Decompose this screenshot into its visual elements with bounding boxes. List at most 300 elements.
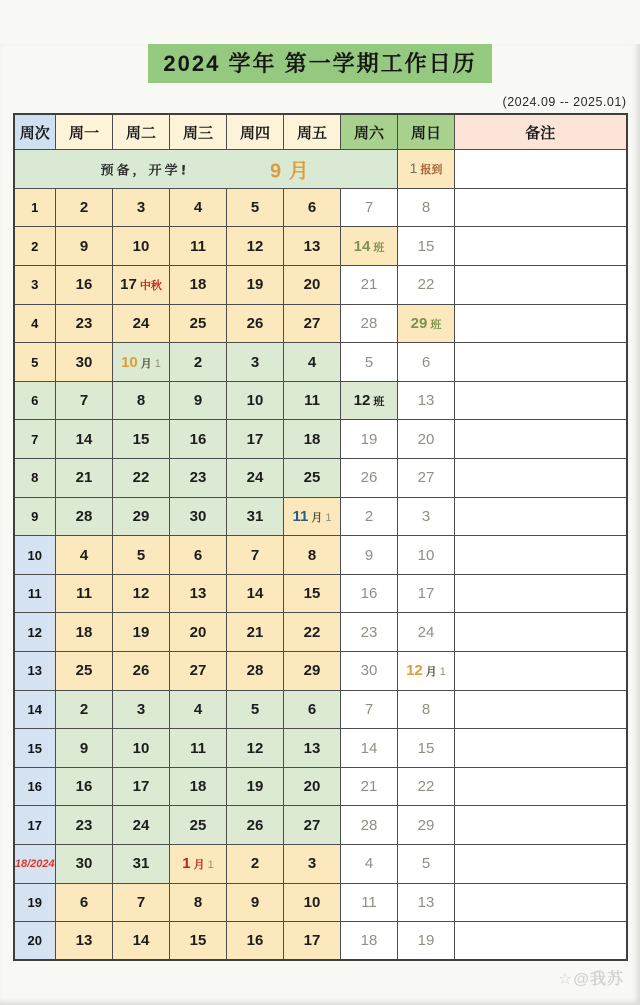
day-cell xyxy=(227,883,284,922)
day-text: 3 xyxy=(421,507,431,525)
day-cell xyxy=(170,459,227,498)
day-text: 20 xyxy=(303,778,321,796)
week-number: 12 xyxy=(14,613,56,652)
week-row xyxy=(14,420,627,459)
day-cell xyxy=(113,459,170,498)
day-text: 30 xyxy=(75,855,93,873)
day-text: 2 xyxy=(79,700,89,718)
day-cell xyxy=(170,381,227,420)
column-header-saturday: 周六 xyxy=(341,114,398,150)
day-text: 14 xyxy=(75,430,93,448)
day-cell xyxy=(284,343,341,382)
day-text: 20 xyxy=(417,430,435,448)
day-text: 6 xyxy=(193,546,203,564)
day-cell xyxy=(398,304,455,343)
day-text: 24 xyxy=(246,469,264,487)
day-text: 班 xyxy=(373,396,385,409)
day-text: 9 xyxy=(364,546,374,564)
day-cell xyxy=(113,652,170,691)
day-cell xyxy=(56,497,113,536)
day-cell xyxy=(341,729,398,768)
day-cell xyxy=(398,227,455,266)
day-cell xyxy=(170,266,227,305)
day-cell xyxy=(113,536,170,575)
title-bar xyxy=(0,44,640,83)
week-row xyxy=(14,922,627,961)
day-text: 16 xyxy=(246,932,264,950)
day-cell xyxy=(341,883,398,922)
remark-cell xyxy=(455,652,627,691)
day-text: 月 xyxy=(193,859,205,872)
remark-cell xyxy=(455,613,627,652)
day-text: 4 xyxy=(193,199,203,217)
week-row xyxy=(14,729,627,768)
day-cell xyxy=(398,381,455,420)
day-cell xyxy=(341,767,398,806)
day-text: 13 xyxy=(189,585,207,603)
day-cell xyxy=(341,188,398,227)
day-text: 16 xyxy=(75,276,93,294)
remark-cell xyxy=(455,536,627,575)
week-row xyxy=(14,806,627,845)
day-text: 26 xyxy=(132,662,150,680)
day-text: 3 xyxy=(136,700,146,718)
week-number: 8 xyxy=(14,459,56,498)
day-text: 23 xyxy=(189,469,207,487)
day-cell xyxy=(341,420,398,459)
remark-cell xyxy=(455,420,627,459)
day-cell xyxy=(284,304,341,343)
day-cell xyxy=(56,922,113,961)
day-cell xyxy=(341,613,398,652)
day-text: 8 xyxy=(193,893,203,911)
day-cell xyxy=(341,844,398,883)
day-cell xyxy=(398,729,455,768)
september-banner xyxy=(14,150,398,189)
day-text: 20 xyxy=(189,623,207,641)
week-row xyxy=(14,883,627,922)
day-text: 15 xyxy=(132,430,150,448)
day-cell xyxy=(170,652,227,691)
day-cell xyxy=(113,381,170,420)
day-cell xyxy=(398,420,455,459)
day-text: 中秋 xyxy=(139,280,162,293)
day-cell xyxy=(398,343,455,382)
day-cell xyxy=(398,767,455,806)
day-cell xyxy=(170,844,227,883)
day-cell xyxy=(56,343,113,382)
day-text: 5 xyxy=(421,855,431,873)
day-text: 10 xyxy=(246,392,264,410)
day-text: 月 xyxy=(425,666,437,679)
day-text: 17 xyxy=(120,276,137,294)
day-cell xyxy=(113,690,170,729)
day-text: 26 xyxy=(360,469,378,487)
calendar-weeks xyxy=(14,188,627,960)
day-text: 4 xyxy=(193,700,203,718)
day-cell xyxy=(341,690,398,729)
day-text: 21 xyxy=(360,778,378,796)
day-text: 5 xyxy=(250,700,260,718)
week-number: 2 xyxy=(14,227,56,266)
day-text: 2 xyxy=(250,855,260,873)
remark-cell xyxy=(455,574,627,613)
day-text: 12 xyxy=(246,739,264,757)
day-text: 月 xyxy=(140,357,152,370)
day-cell xyxy=(227,922,284,961)
week-row xyxy=(14,536,627,575)
day-cell xyxy=(284,729,341,768)
day-cell xyxy=(113,343,170,382)
remark-cell xyxy=(455,883,627,922)
day-cell xyxy=(56,613,113,652)
day-cell xyxy=(398,497,455,536)
remark-cell xyxy=(455,188,627,227)
day-cell xyxy=(113,420,170,459)
day-cell xyxy=(284,574,341,613)
day-text: 31 xyxy=(246,507,264,525)
day-text: 6 xyxy=(79,893,89,911)
day-cell xyxy=(56,883,113,922)
day-text: 8 xyxy=(307,546,317,564)
day-cell xyxy=(227,806,284,845)
day-cell xyxy=(341,227,398,266)
column-header-sunday: 周日 xyxy=(398,114,455,150)
day-cell xyxy=(113,844,170,883)
day-text: 13 xyxy=(417,893,435,911)
day-text: 9 xyxy=(250,893,260,911)
day-cell xyxy=(284,459,341,498)
day-text: 1 xyxy=(207,859,214,872)
day-text: 24 xyxy=(132,816,150,834)
day-text: 5 xyxy=(364,353,374,371)
day-cell xyxy=(398,922,455,961)
week-row xyxy=(14,188,627,227)
day-cell xyxy=(341,922,398,961)
day-cell xyxy=(56,767,113,806)
day-cell xyxy=(227,844,284,883)
day-cell xyxy=(56,729,113,768)
day-text: 10 xyxy=(132,739,150,757)
day-text: 22 xyxy=(417,276,435,294)
day-text: 月 xyxy=(311,511,323,524)
week-row xyxy=(14,844,627,883)
day-text: 13 xyxy=(303,237,321,255)
day-text: 21 xyxy=(75,469,93,487)
day-text: 16 xyxy=(360,585,378,603)
day-cell xyxy=(170,420,227,459)
day-text: 23 xyxy=(75,816,93,834)
day-text: 29 xyxy=(132,507,150,525)
day-text: 11 xyxy=(361,893,377,911)
day-cell xyxy=(56,420,113,459)
day-text: 7 xyxy=(136,893,146,911)
day-cell xyxy=(56,381,113,420)
day-text: 10 xyxy=(417,546,435,564)
day-text: 28 xyxy=(246,662,264,680)
day-text: 28 xyxy=(75,507,93,525)
day-cell xyxy=(227,690,284,729)
day-cell xyxy=(341,266,398,305)
day-cell xyxy=(56,188,113,227)
week-row xyxy=(14,497,627,536)
day-cell xyxy=(284,613,341,652)
day-cell xyxy=(284,652,341,691)
day-text: 18 xyxy=(360,932,378,950)
day-cell xyxy=(170,188,227,227)
day-cell xyxy=(227,536,284,575)
day-text: 18 xyxy=(189,778,207,796)
day-text: 22 xyxy=(303,623,321,641)
day-cell xyxy=(170,536,227,575)
day-text: 1 xyxy=(182,855,191,873)
day-cell xyxy=(341,536,398,575)
week-number: 13 xyxy=(14,652,56,691)
day-text: 12 xyxy=(406,662,423,680)
day-text: 1 xyxy=(439,666,446,679)
day-cell xyxy=(227,652,284,691)
day-cell xyxy=(170,343,227,382)
day-text: 31 xyxy=(132,855,150,873)
day-text: 3 xyxy=(136,199,146,217)
day-cell xyxy=(284,883,341,922)
week-number: 11 xyxy=(14,574,56,613)
day-text: 29 xyxy=(303,662,321,680)
day-text: 9 xyxy=(193,392,203,410)
day-text: 6 xyxy=(307,199,317,217)
day-text: 30 xyxy=(360,662,378,680)
school-start-note: 预备，开学! xyxy=(99,163,190,179)
remark-cell xyxy=(455,343,627,382)
day-cell xyxy=(56,304,113,343)
day-text: 29 xyxy=(417,816,435,834)
column-header-remarks: 备注 xyxy=(455,114,627,150)
day-text: 8 xyxy=(421,700,431,718)
day-text: 20 xyxy=(303,276,321,294)
day-text: 14 xyxy=(132,932,150,950)
week-number: 9 xyxy=(14,497,56,536)
day-text: 13 xyxy=(303,739,321,757)
day-cell xyxy=(341,304,398,343)
day-text: 15 xyxy=(303,585,321,603)
day-cell xyxy=(227,266,284,305)
day-text: 15 xyxy=(189,932,207,950)
day-text: 10 xyxy=(121,353,138,371)
day-text: 17 xyxy=(132,778,150,796)
week-number: 10 xyxy=(14,536,56,575)
column-header-week: 周次 xyxy=(14,114,56,150)
day-cell xyxy=(56,574,113,613)
remark-cell xyxy=(455,497,627,536)
day-text: 11 xyxy=(190,739,206,757)
september-label: 9 月 xyxy=(270,160,310,183)
day-text: 2 xyxy=(193,353,203,371)
day-text: 18 xyxy=(75,623,93,641)
day-text: 5 xyxy=(136,546,146,564)
day-text: 26 xyxy=(246,816,264,834)
remark-cell xyxy=(455,767,627,806)
day-text: 班 xyxy=(373,241,385,254)
day-text: 19 xyxy=(246,276,264,294)
remark-cell xyxy=(455,381,627,420)
day-text: 16 xyxy=(75,778,93,796)
day-cell xyxy=(227,459,284,498)
day-text: 22 xyxy=(132,469,150,487)
day-text: 13 xyxy=(75,932,93,950)
day-text: 22 xyxy=(417,778,435,796)
day-cell xyxy=(398,690,455,729)
day-cell xyxy=(284,767,341,806)
day-cell xyxy=(398,844,455,883)
day-cell xyxy=(170,729,227,768)
week-number: 18/2024 xyxy=(14,844,56,883)
day-text: 19 xyxy=(360,430,378,448)
day-cell xyxy=(341,806,398,845)
day-cell xyxy=(113,304,170,343)
week-row xyxy=(14,381,627,420)
remark-cell xyxy=(455,266,627,305)
day-text: 2 xyxy=(79,199,89,217)
day-cell xyxy=(113,767,170,806)
week-row xyxy=(14,304,627,343)
remark-cell xyxy=(455,227,627,266)
remark-cell xyxy=(455,729,627,768)
day-cell xyxy=(170,922,227,961)
week-row xyxy=(14,227,627,266)
week-row xyxy=(14,690,627,729)
column-header-monday: 周一 xyxy=(56,114,113,150)
week-number: 6 xyxy=(14,381,56,420)
day-cell xyxy=(170,574,227,613)
day-cell xyxy=(284,497,341,536)
day-text: 27 xyxy=(189,662,207,680)
day-cell xyxy=(227,227,284,266)
day-text: 30 xyxy=(75,353,93,371)
day-text: 23 xyxy=(360,623,378,641)
day-cell xyxy=(56,266,113,305)
day-cell xyxy=(284,690,341,729)
day-cell xyxy=(227,613,284,652)
day-text: 8 xyxy=(136,392,146,410)
day-cell xyxy=(170,497,227,536)
day-cell xyxy=(341,381,398,420)
day-cell xyxy=(341,497,398,536)
day-cell xyxy=(398,613,455,652)
report-day-cell xyxy=(398,150,455,189)
day-text: 11 xyxy=(292,507,309,525)
day-text: 11 xyxy=(304,392,320,410)
day-cell xyxy=(341,459,398,498)
day-text: 16 xyxy=(189,430,207,448)
week-number: 1 xyxy=(14,188,56,227)
watermark: ☆@我苏 xyxy=(558,971,624,988)
day-cell xyxy=(398,536,455,575)
day-cell xyxy=(113,883,170,922)
day-cell xyxy=(113,806,170,845)
day-cell xyxy=(56,227,113,266)
day-text: 23 xyxy=(75,314,93,332)
day-cell xyxy=(113,227,170,266)
day-text: 27 xyxy=(303,314,321,332)
week-number: 5 xyxy=(14,343,56,382)
report-day-number: 1 xyxy=(409,160,418,177)
week-number: 3 xyxy=(14,266,56,305)
page-title: 2024 学年 第一学期工作日历 xyxy=(148,44,491,83)
day-text: 3 xyxy=(250,353,260,371)
day-text: 25 xyxy=(303,469,321,487)
day-text: 13 xyxy=(417,392,435,410)
day-text: 25 xyxy=(189,314,207,332)
day-text: 14 xyxy=(360,739,378,757)
day-text: 27 xyxy=(303,816,321,834)
week-row xyxy=(14,343,627,382)
report-day-label: 报到 xyxy=(420,164,443,177)
week-number: 4 xyxy=(14,304,56,343)
day-cell xyxy=(398,266,455,305)
day-text: 8 xyxy=(421,199,431,217)
week-row xyxy=(14,652,627,691)
day-cell xyxy=(56,459,113,498)
calendar-table xyxy=(13,113,628,961)
day-text: 21 xyxy=(246,623,264,641)
day-text: 3 xyxy=(307,855,317,873)
day-text: 28 xyxy=(360,816,378,834)
day-cell xyxy=(113,497,170,536)
week-number: 14 xyxy=(14,690,56,729)
column-header-friday: 周五 xyxy=(284,114,341,150)
week-row xyxy=(14,459,627,498)
day-cell xyxy=(170,227,227,266)
day-cell xyxy=(170,690,227,729)
day-text: 10 xyxy=(303,893,321,911)
day-text: 24 xyxy=(417,623,435,641)
day-text: 24 xyxy=(132,314,150,332)
day-cell xyxy=(227,767,284,806)
day-text: 4 xyxy=(79,546,89,564)
week-number: 17 xyxy=(14,806,56,845)
day-cell xyxy=(56,844,113,883)
day-text: 15 xyxy=(417,237,435,255)
day-cell xyxy=(170,806,227,845)
day-cell xyxy=(398,806,455,845)
day-cell xyxy=(284,844,341,883)
day-cell xyxy=(227,420,284,459)
day-text: 21 xyxy=(360,276,378,294)
day-text: 4 xyxy=(364,855,374,873)
day-cell xyxy=(170,613,227,652)
week-row xyxy=(14,767,627,806)
week-number: 7 xyxy=(14,420,56,459)
remark-cell xyxy=(455,150,627,189)
day-cell xyxy=(284,806,341,845)
day-text: 1 xyxy=(154,357,161,370)
day-text: 6 xyxy=(421,353,431,371)
day-text: 班 xyxy=(430,318,442,331)
day-cell xyxy=(227,188,284,227)
day-cell xyxy=(170,304,227,343)
day-cell xyxy=(341,652,398,691)
day-cell xyxy=(170,883,227,922)
week-number: 16 xyxy=(14,767,56,806)
day-text: 11 xyxy=(76,585,92,603)
day-text: 14 xyxy=(353,237,371,255)
day-text: 26 xyxy=(246,314,264,332)
day-cell xyxy=(227,381,284,420)
day-cell xyxy=(170,767,227,806)
day-cell xyxy=(113,574,170,613)
day-text: 17 xyxy=(246,430,264,448)
remark-cell xyxy=(455,690,627,729)
